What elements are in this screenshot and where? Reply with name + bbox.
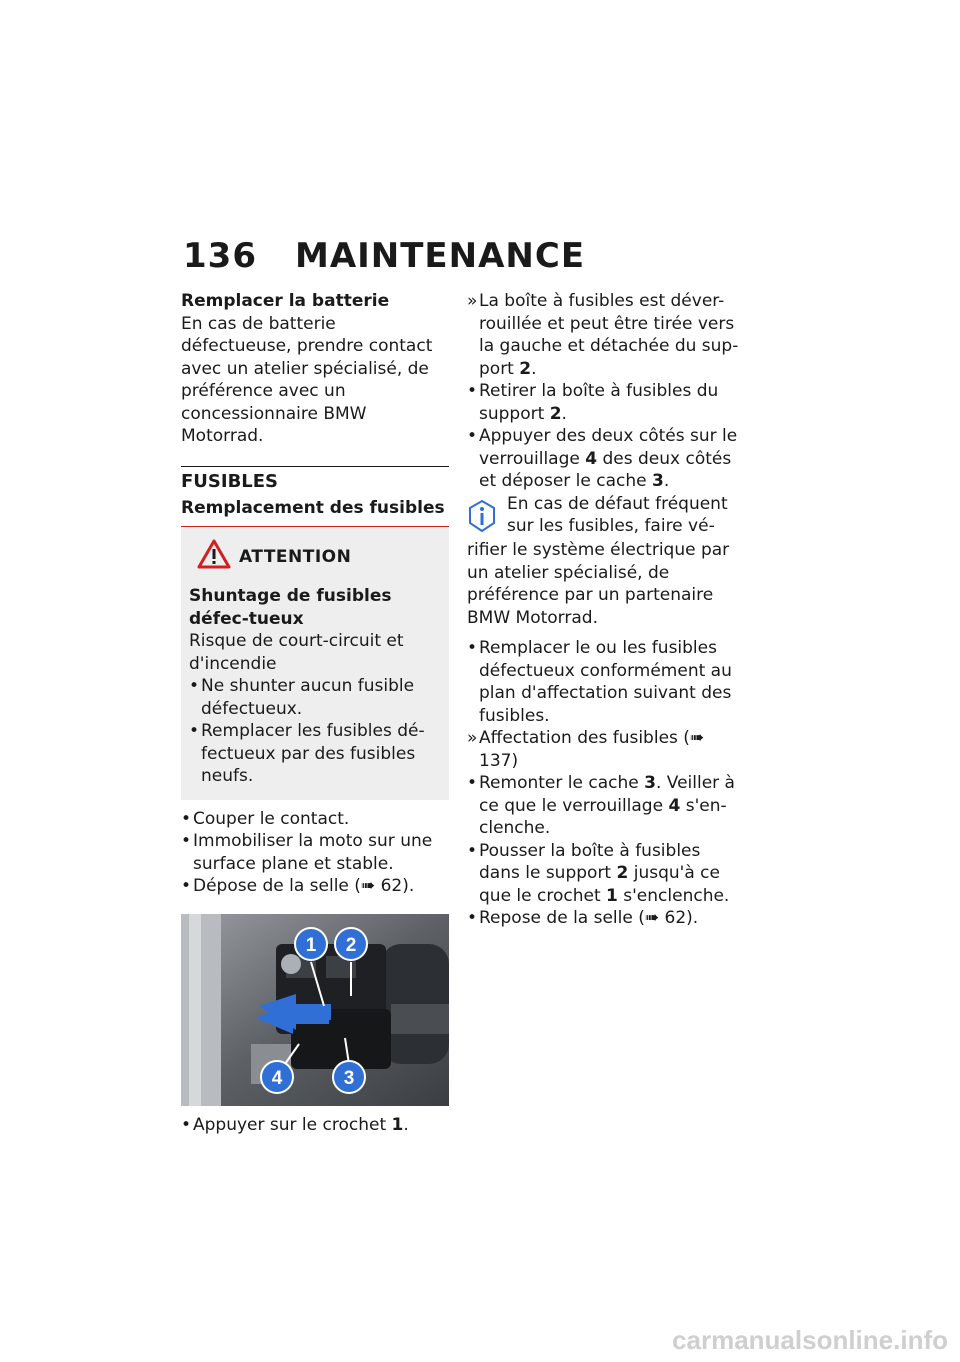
attention-box bbox=[181, 527, 449, 800]
callout-3 bbox=[333, 1061, 365, 1093]
step-item: • Pousser la boîte à fusibles dans le support 2 jusqu'à ce que le crochet 1 s'enclenche. bbox=[467, 840, 730, 906]
attention-item: • Remplacer les fusibles dé-fectueux par des fusibles neufs. bbox=[189, 721, 425, 786]
step-item: • Couper le contact. bbox=[181, 808, 350, 829]
step-item: • Remplacer le ou les fusibles défectueux conformément au plan d'affectation suivant des fusibles. bbox=[467, 638, 732, 726]
note-text-b: rifier le système électrique par un atelier spécialisé, de préférence par un partenaire BMW Motorrad. bbox=[467, 540, 730, 628]
attention-title: ATTENTION bbox=[239, 546, 352, 567]
note-text-a: En cas de défaut fréquent sur les fusibles, faire vé- bbox=[507, 493, 728, 536]
callout-2 bbox=[335, 928, 367, 960]
step-item: • Appuyer des deux côtés sur le verrouillage 4 des deux côtés et déposer le cache 3. bbox=[467, 426, 738, 491]
svg-text:1: 1 bbox=[305, 934, 317, 956]
step-item: • Appuyer sur le crochet 1. bbox=[181, 1114, 409, 1135]
svg-text:2: 2 bbox=[345, 934, 357, 956]
page-header bbox=[183, 236, 585, 276]
section-title: FUSIBLES bbox=[181, 470, 279, 492]
step-item: • Immobiliser la moto sur une surface plane et stable. bbox=[181, 831, 433, 874]
watermark: carmanualsonline.info bbox=[672, 1325, 948, 1355]
step-item: • Remonter le cache 3. Veiller à ce que le verrouillage 4 s'en-clenche. bbox=[467, 773, 735, 838]
step-item: • Dépose de la selle (➠ 62). bbox=[181, 876, 415, 896]
svg-text:4: 4 bbox=[271, 1067, 283, 1089]
section-divider bbox=[181, 466, 449, 467]
info-icon bbox=[467, 493, 507, 540]
step-item: • Retirer la boîte à fusibles du support 2. bbox=[467, 381, 719, 424]
callout-1 bbox=[295, 928, 327, 960]
warning-triangle-icon bbox=[197, 539, 231, 576]
attention-header bbox=[197, 539, 441, 576]
attention-risk: Risque de court-circuit et d'incendie bbox=[189, 631, 404, 674]
fuse-box-photo bbox=[181, 914, 449, 1106]
callout-4 bbox=[261, 1061, 293, 1093]
battery-text: En cas de batterie défectueuse, prendre contact avec un atelier spécialisé, de préférence avec un concessionnaire BMW Motorrad. bbox=[181, 313, 433, 446]
sub-heading: Remplacement des fusibles bbox=[181, 498, 445, 518]
left-column bbox=[181, 290, 449, 1136]
step-item: • Repose de la selle (➠ 62). bbox=[467, 908, 699, 928]
right-column bbox=[467, 290, 739, 930]
battery-heading: Remplacer la batterie bbox=[181, 291, 390, 311]
result-item: » Affectation des fusibles (➠ 137) bbox=[467, 728, 705, 771]
attention-heading: Shuntage de fusibles défec-tueux bbox=[189, 586, 392, 629]
info-note bbox=[467, 493, 739, 540]
attention-item: • Ne shunter aucun fusible défectueux. bbox=[189, 676, 415, 719]
result-item: » La boîte à fusibles est déver-rouillée et peut être tirée vers la gauche et détachée du sup-port 2. bbox=[467, 291, 739, 379]
svg-text:3: 3 bbox=[343, 1067, 355, 1089]
page-number: 136 bbox=[183, 236, 257, 276]
page-title: MAINTENANCE bbox=[294, 236, 586, 276]
